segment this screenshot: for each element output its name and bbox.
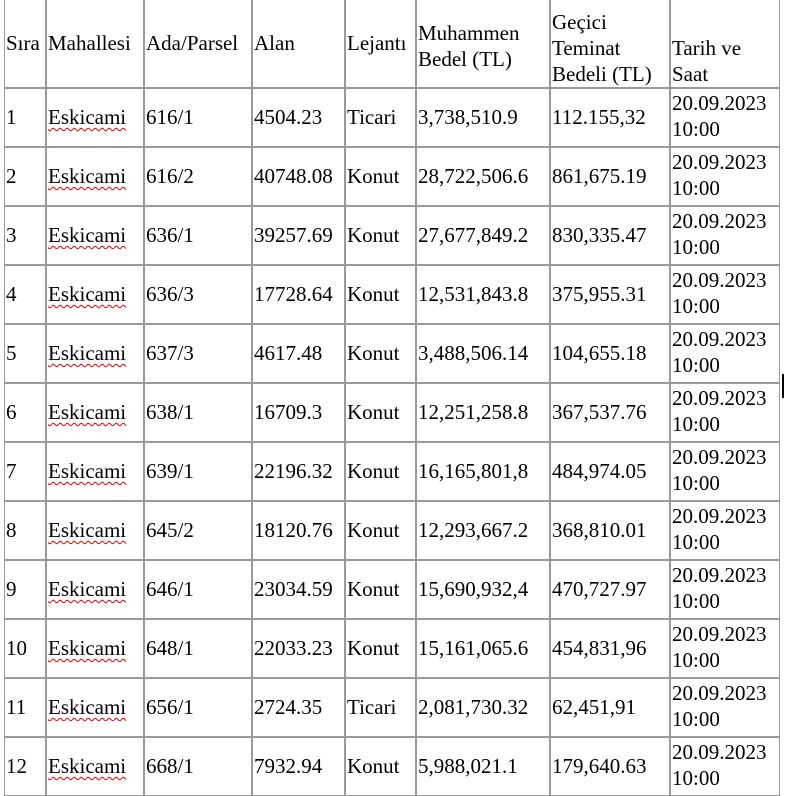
cell-alan: 23034.59 (252, 560, 345, 619)
header-alan: Alan (252, 0, 345, 88)
cell-alan: 22033.23 (252, 619, 345, 678)
cell-ada-parsel: 636/3 (144, 265, 252, 324)
cell-alan: 4617.48 (252, 324, 345, 383)
header-sira: Sıra (4, 0, 46, 88)
mahalle-text: Eskicami (48, 754, 127, 778)
mahalle-text: Eskicami (48, 459, 127, 483)
cell-gecici-teminat: 104,655.18 (550, 324, 670, 383)
header-muhammen-bedel: Muhammen Bedel (TL) (416, 0, 550, 88)
cell-sira: 8 (4, 501, 46, 560)
cell-mahalle (46, 442, 144, 501)
cell-muhammen-bedel: 12,251,258.8 (416, 383, 550, 442)
cell-gecici-teminat: 367,537.76 (550, 383, 670, 442)
cell-ada-parsel: 648/1 (144, 619, 252, 678)
cell-mahalle (46, 147, 144, 206)
mahalle-text: Eskicami (48, 695, 127, 719)
table-row (4, 619, 780, 678)
cell-muhammen-bedel: 5,988,021.1 (416, 737, 550, 796)
cell-mahalle (46, 560, 144, 619)
cell-tarih-saat: 20.09.2023 10:00 (670, 383, 780, 442)
table-row (4, 737, 780, 796)
cell-muhammen-bedel: 15,690,932,4 (416, 560, 550, 619)
cell-mahalle (46, 206, 144, 265)
cell-muhammen-bedel: 15,161,065.6 (416, 619, 550, 678)
cell-ada-parsel: 637/3 (144, 324, 252, 383)
cell-ada-parsel: 646/1 (144, 560, 252, 619)
cell-gecici-teminat: 112.155,32 (550, 88, 670, 147)
table-row (4, 88, 780, 147)
cell-mahalle (46, 737, 144, 796)
text-cursor-mark (782, 374, 784, 398)
cell-gecici-teminat: 375,955.31 (550, 265, 670, 324)
cell-lejant: Konut (345, 206, 416, 265)
cell-sira: 7 (4, 442, 46, 501)
table-row (4, 560, 780, 619)
cell-tarih-saat: 20.09.2023 10:00 (670, 88, 780, 147)
mahalle-text: Eskicami (48, 400, 127, 424)
cell-muhammen-bedel: 12,293,667.2 (416, 501, 550, 560)
cell-lejant: Konut (345, 560, 416, 619)
cell-tarih-saat: 20.09.2023 10:00 (670, 678, 780, 737)
table-row (4, 324, 780, 383)
header-gecici-teminat: Geçici Teminat Bedeli (TL) (550, 0, 670, 88)
cell-gecici-teminat: 830,335.47 (550, 206, 670, 265)
cell-gecici-teminat: 368,810.01 (550, 501, 670, 560)
cell-muhammen-bedel: 2,081,730.32 (416, 678, 550, 737)
table-row (4, 442, 780, 501)
cell-lejant: Konut (345, 383, 416, 442)
cell-ada-parsel: 638/1 (144, 383, 252, 442)
cell-alan: 22196.32 (252, 442, 345, 501)
cell-sira: 1 (4, 88, 46, 147)
cell-lejant: Konut (345, 737, 416, 796)
cell-lejant: Konut (345, 619, 416, 678)
table-row (4, 206, 780, 265)
cell-lejant: Konut (345, 147, 416, 206)
cell-mahalle (46, 383, 144, 442)
table-row (4, 265, 780, 324)
cell-lejant: Konut (345, 501, 416, 560)
cell-ada-parsel: 656/1 (144, 678, 252, 737)
cell-lejant: Konut (345, 442, 416, 501)
cell-muhammen-bedel: 3,738,510.9 (416, 88, 550, 147)
cell-sira: 12 (4, 737, 46, 796)
cell-muhammen-bedel: 3,488,506.14 (416, 324, 550, 383)
mahalle-text: Eskicami (48, 518, 127, 542)
cell-mahalle (46, 324, 144, 383)
header-mahallesi: Mahallesi (46, 0, 144, 88)
cell-alan: 17728.64 (252, 265, 345, 324)
cell-muhammen-bedel: 16,165,801,8 (416, 442, 550, 501)
cell-lejant: Konut (345, 265, 416, 324)
cell-muhammen-bedel: 12,531,843.8 (416, 265, 550, 324)
table-header-row (4, 0, 780, 88)
cell-sira: 11 (4, 678, 46, 737)
cell-tarih-saat: 20.09.2023 10:00 (670, 560, 780, 619)
cell-sira: 6 (4, 383, 46, 442)
cell-gecici-teminat: 179,640.63 (550, 737, 670, 796)
mahalle-text: Eskicami (48, 282, 127, 306)
cell-tarih-saat: 20.09.2023 10:00 (670, 442, 780, 501)
cell-muhammen-bedel: 27,677,849.2 (416, 206, 550, 265)
cell-sira: 5 (4, 324, 46, 383)
cell-ada-parsel: 639/1 (144, 442, 252, 501)
header-tarih-saat: Tarih ve Saat (670, 0, 780, 88)
cell-tarih-saat: 20.09.2023 10:00 (670, 206, 780, 265)
cell-tarih-saat: 20.09.2023 10:00 (670, 501, 780, 560)
cell-sira: 3 (4, 206, 46, 265)
cell-ada-parsel: 636/1 (144, 206, 252, 265)
auction-table (4, 0, 780, 796)
cell-sira: 9 (4, 560, 46, 619)
cell-gecici-teminat: 62,451,91 (550, 678, 670, 737)
cell-tarih-saat: 20.09.2023 10:00 (670, 265, 780, 324)
mahalle-text: Eskicami (48, 341, 127, 365)
table-row (4, 501, 780, 560)
cell-mahalle (46, 619, 144, 678)
cell-tarih-saat: 20.09.2023 10:00 (670, 147, 780, 206)
mahalle-text: Eskicami (48, 164, 127, 188)
cell-tarih-saat: 20.09.2023 10:00 (670, 324, 780, 383)
cell-alan: 18120.76 (252, 501, 345, 560)
header-ada-parsel: Ada/Parsel (144, 0, 252, 88)
mahalle-text: Eskicami (48, 105, 127, 129)
table-row (4, 383, 780, 442)
cell-mahalle (46, 265, 144, 324)
cell-lejant: Konut (345, 324, 416, 383)
mahalle-text: Eskicami (48, 636, 127, 660)
cell-alan: 40748.08 (252, 147, 345, 206)
table-row (4, 147, 780, 206)
cell-sira: 10 (4, 619, 46, 678)
cell-tarih-saat: 20.09.2023 10:00 (670, 619, 780, 678)
cell-ada-parsel: 645/2 (144, 501, 252, 560)
cell-mahalle (46, 501, 144, 560)
cell-gecici-teminat: 484,974.05 (550, 442, 670, 501)
cell-sira: 2 (4, 147, 46, 206)
header-lejanti: Lejantı (345, 0, 416, 88)
mahalle-text: Eskicami (48, 223, 127, 247)
cell-alan: 2724.35 (252, 678, 345, 737)
cell-muhammen-bedel: 28,722,506.6 (416, 147, 550, 206)
cell-alan: 39257.69 (252, 206, 345, 265)
cell-mahalle (46, 678, 144, 737)
cell-alan: 16709.3 (252, 383, 345, 442)
cell-ada-parsel: 616/1 (144, 88, 252, 147)
cell-alan: 7932.94 (252, 737, 345, 796)
cell-gecici-teminat: 454,831,96 (550, 619, 670, 678)
cell-gecici-teminat: 861,675.19 (550, 147, 670, 206)
cell-alan: 4504.23 (252, 88, 345, 147)
cell-tarih-saat: 20.09.2023 10:00 (670, 737, 780, 796)
cell-ada-parsel: 668/1 (144, 737, 252, 796)
table-row (4, 678, 780, 737)
cell-mahalle (46, 88, 144, 147)
cell-lejant: Ticari (345, 88, 416, 147)
cell-ada-parsel: 616/2 (144, 147, 252, 206)
cell-gecici-teminat: 470,727.97 (550, 560, 670, 619)
mahalle-text: Eskicami (48, 577, 127, 601)
cell-lejant: Ticari (345, 678, 416, 737)
cell-sira: 4 (4, 265, 46, 324)
